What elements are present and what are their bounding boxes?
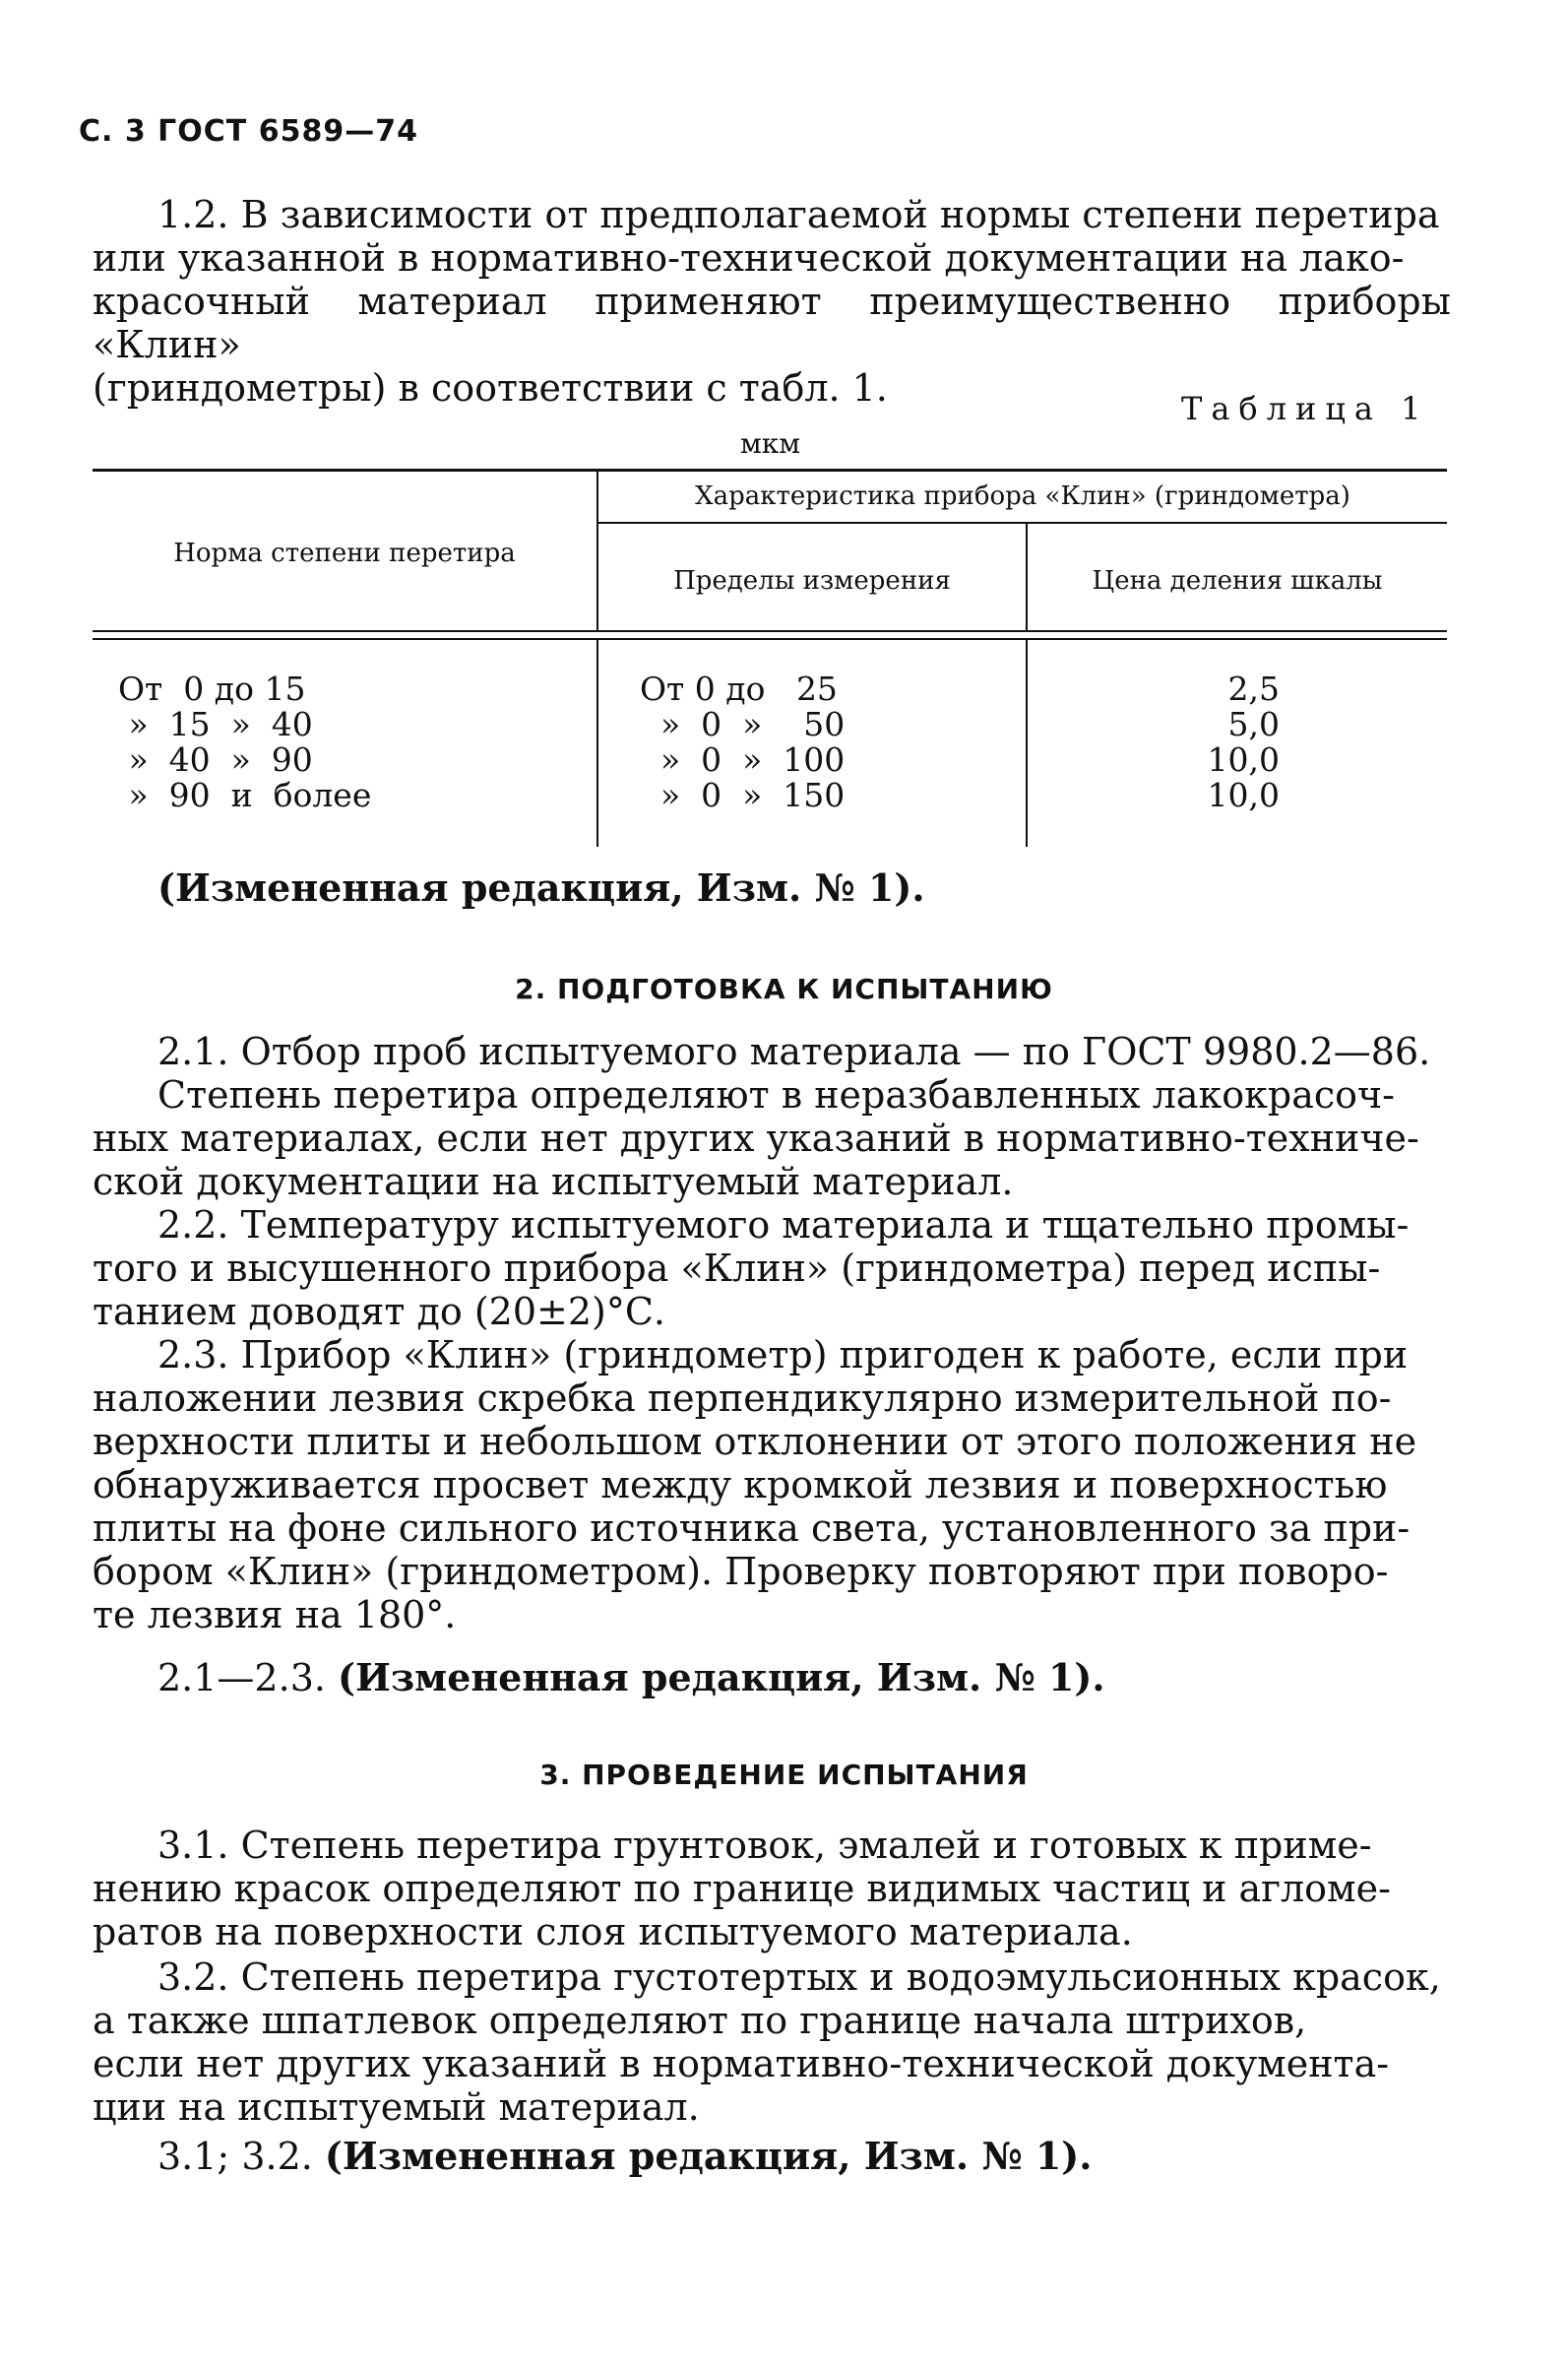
text-line: 2.3. Прибор «Клин» (гриндометр) пригоден к работе, если при [157,1333,1409,1376]
table-header-range: Пределы измерения [673,566,951,596]
section-3-title: 3. ПРОВЕДЕНИЕ ИСПЫТАНИЯ [539,1759,1029,1791]
table-header-scale: Цена деления шкалы [1092,566,1383,596]
amendment-note [157,1656,1105,1699]
table-vline [596,640,598,847]
table-cell: » 0 » 100 [640,740,846,779]
text-line: ратов на поверхности слоя испытуемого материала. [93,1910,1133,1953]
text-line: того и высушенного прибора «Клин» (гриндометра) перед испы- [93,1247,1381,1290]
table-col-range [640,672,845,813]
page-header: С. 3 ГОСТ 6589—74 [79,114,418,149]
text-line: если нет других указаний в нормативно-технической документа- [93,2042,1390,2085]
table-cell: » 0 » 150 [640,776,846,814]
amendment-note-text: (Измененная редакция, Изм. № 1). [157,865,925,910]
section-2-title: 2. ПОДГОТОВКА К ИСПЫТАНИЮ [515,973,1053,1005]
text-line: верхности плиты и небольшом отклонении от этого положения не [93,1420,1417,1463]
text-line: танием доводят до (20±2)°С. [93,1290,666,1333]
text-line: 1.2. В зависимости от предполагаемой нормы степени перетира [157,193,1440,236]
paragraph-3-1 [93,1824,1451,1953]
text-line: плиты на фоне сильного источника света, установленного за при- [93,1506,1411,1550]
table-cell: » 0 » 50 [640,705,846,743]
table-col-norm [118,672,371,813]
table-cell: » 90 и более [118,776,372,814]
amendment-note-text: (Измененная редакция, Изм. № 1). [338,1655,1105,1699]
table-top-rule [93,469,1447,472]
table-cell: » 15 » 40 [118,705,313,743]
amendment-note-prefix: 3.1; 3.2. [157,2135,313,2178]
text-line: ных материалах, если нет других указаний в нормативно-техниче- [93,1117,1419,1160]
table-header-norm: Норма степени перетира [173,539,516,568]
table-cell: 5,0 [1227,705,1280,743]
paragraph-3-2 [93,1955,1451,2129]
paragraph-2-1 [93,1030,1451,1203]
table-unit: мкм [740,427,801,460]
text-line: ской документации на испытуемый материал. [93,1160,1014,1203]
table-header-rule [93,630,1447,632]
text-line: Степень перетира определяют в неразбавленных лакокрасоч- [157,1073,1395,1117]
text-line: нению красок определяют по границе видимых частиц и агломе- [93,1867,1391,1910]
text-line: 3.2. Степень перетира густотертых и водоэмульсионных красок, [157,1955,1441,1999]
table-col-scale [1132,672,1280,813]
text-line: наложении лезвия скребка перпендикулярно измерительной по- [93,1376,1392,1420]
table-cell: 2,5 [1227,670,1280,708]
table-vline [1026,640,1028,847]
text-line: 2.2. Температуру испытуемого материала и тщательно промы- [157,1203,1410,1247]
text-line: те лезвия на 180°. [93,1593,457,1636]
table-cell: От 0 до 15 [118,670,306,708]
text-line: ции на испытуемый материал. [93,2085,700,2129]
paragraph-1-2 [93,193,1451,410]
text-line: (гриндометры) в соответствии с табл. 1. [93,366,888,410]
text-line: обнаруживается просвет между кромкой лезвия и поверхностью [93,1463,1388,1506]
text-line: красочный материал применяют преимущественно приборы «Клин» [93,280,1451,366]
table-cell: » 40 » 90 [118,740,313,779]
text-line: 3.1. Степень перетира грунтовок, эмалей и готовых к приме- [157,1824,1372,1867]
text-line: или указанной в нормативно-технической документации на лако- [93,236,1405,280]
text-line: а также шпатлевок определяют по границе начала штрихов, [93,1999,1307,2042]
table-header-group: Характеристика прибора «Клин» (гриндометра) [695,481,1350,511]
amendment-note [157,2135,1093,2178]
amendment-note-prefix: 2.1—2.3. [157,1656,326,1699]
paragraph-2-2 [93,1203,1451,1333]
table-cell: 10,0 [1207,776,1280,814]
text-line: 2.1. Отбор проб испытуемого материала — по ГОСТ 9980.2—86. [157,1030,1431,1073]
table-cell: От 0 до 25 [640,670,838,708]
amendment-note-text: (Измененная редакция, Изм. № 1). [324,2134,1093,2178]
text-line: бором «Клин» (гриндометром). Проверку повторяют при поворо- [93,1550,1389,1593]
table-header-rule [93,638,1447,640]
table-caption: Таблица 1 [1181,390,1430,427]
table-group-rule [598,522,1447,524]
table-cell: 10,0 [1207,740,1280,779]
paragraph-2-3 [93,1333,1451,1636]
amendment-note [157,866,925,910]
